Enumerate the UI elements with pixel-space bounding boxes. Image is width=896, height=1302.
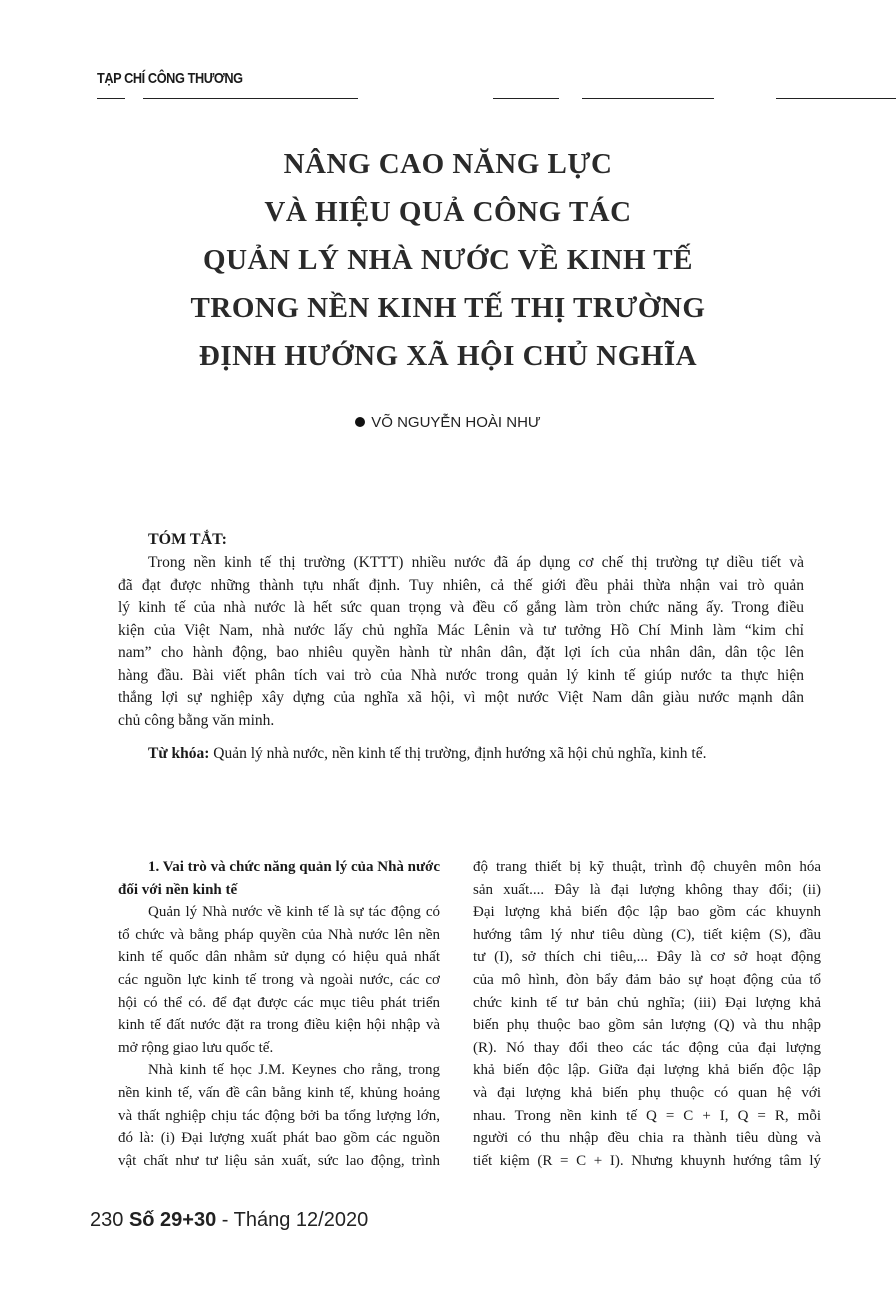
abstract-line: kiện của Việt Nam, nhà nước lấy chủ nghĩa Mác Lênin và tư tưởng Hồ Chí Minh làm “kim chỉ xyxy=(118,621,804,639)
body-line: sản xuất.... Đây là đại lượng không thay đổi; (ii) xyxy=(473,881,821,898)
title-line: NÂNG CAO NĂNG LỰC xyxy=(283,148,613,180)
journal-name: TẠP CHÍ CÔNG THƯƠNG xyxy=(97,70,243,87)
header-rule xyxy=(292,98,358,99)
header-rule xyxy=(776,98,896,99)
body-line: người có thu nhập đều chia ra thành tiêu dùng và xyxy=(473,1130,821,1147)
body-line: hội có thể có. để đạt được các mục tiêu phát triển xyxy=(118,994,440,1011)
keywords-label: Từ khóa: xyxy=(148,745,210,762)
abstract-line: Trong nền kinh tế thị trường (KTTT) nhiều nước đã áp dụng cơ chế thị trường tự diều tiết và xyxy=(148,554,804,571)
page-footer xyxy=(90,1209,368,1232)
title-line: QUẢN LÝ NHÀ NƯỚC VỀ KINH TẾ xyxy=(203,244,693,276)
body-line: Nhà kinh tế học J.M. Keynes cho rằng, trong xyxy=(148,1062,440,1079)
body-line: và đại lượng khả biến phụ thuộc có quan hệ với xyxy=(473,1084,821,1101)
keywords-text: Quản lý nhà nước, nền kinh tế thị trường, định hướng xã hội chủ nghĩa, kinh tế. xyxy=(209,745,707,762)
right-column xyxy=(473,856,821,1172)
body-line: vật chất như tư liệu sản xuất, sức lao động, trình xyxy=(118,1152,440,1169)
article-title xyxy=(0,140,896,380)
body-line: Quản lý Nhà nước về kinh tế là sự tác động có xyxy=(148,904,440,921)
body-line: tiết kiệm (R = C + I). Nhưng khuynh hướng tâm lý xyxy=(473,1152,821,1169)
body-line: của mô hình, đòn bẩy đảm bảo sự hoạt động của tổ xyxy=(473,971,821,988)
header-rule xyxy=(97,98,125,99)
body-line: khả biến độc lập. Giữa đại lượng khả biến độc lập xyxy=(473,1062,821,1079)
body-line: đó là: (i) Đại lượng xuất phát bao gồm các nguồn xyxy=(118,1130,440,1147)
bullet-icon xyxy=(355,417,365,427)
body-line: kinh tế quốc dân nhằm sử dụng có hiệu quả nhất xyxy=(118,949,440,966)
section-heading: 1. Vai trò và chức năng quản lý của Nhà nước xyxy=(148,859,440,875)
issue-number: Số 29+30 xyxy=(128,1209,217,1231)
body-line: mở rộng giao lưu quốc tế. xyxy=(118,1039,274,1056)
abstract-heading: TÓM TẮT: xyxy=(148,531,227,548)
abstract-line: chủ công bằng văn minh. xyxy=(118,711,275,729)
body-line: Đại lượng khả biến độc lập bao gồm các khuynh xyxy=(473,904,821,921)
body-line: nhau. Trong nền kinh tế Q = C + I, Q = R, mỗi xyxy=(473,1107,821,1124)
left-column xyxy=(118,856,440,1172)
title-line: VÀ HIỆU QUẢ CÔNG TÁC xyxy=(264,196,632,228)
issue-date: - Tháng 12/2020 xyxy=(216,1209,369,1231)
body-line: nền kinh tế, vấn đề cân bằng kinh tế, khủng hoảng xyxy=(118,1084,440,1101)
title-line: ĐỊNH HƯỚNG XÃ HỘI CHỦ NGHĨA xyxy=(198,340,698,372)
body-line: (R). Nó thay đổi theo các tác động của đại lượng xyxy=(473,1039,821,1056)
author-name: VÕ NGUYỄN HOÀI NHƯ xyxy=(371,414,541,431)
body-line: biến phụ thuộc bao gồm sản lượng (Q) và thu nhập xyxy=(473,1017,821,1034)
header-rule xyxy=(493,98,559,99)
body-line: hướng tâm lý như tiêu dùng (C), tiết kiệm (S), đầu xyxy=(473,926,821,943)
body-line: các nguồn lực kinh tế trong và ngoài nước, các cơ xyxy=(118,971,440,988)
abstract-line: đã đạt được những thành tựu nhất định. Tuy nhiên, cả thế giới đều phải thừa nhận vai trò quản xyxy=(118,576,804,594)
abstract-body xyxy=(118,552,804,732)
abstract-line: thắng lợi sự nghiệp xây dựng của nghĩa xã hội, vì một nước Việt Nam dân giàu nước mạnh dân xyxy=(118,689,804,706)
section-heading: đối với nền kinh tế xyxy=(118,881,238,898)
body-line: tổ chức và bằng pháp quyền của Nhà nước lên nền xyxy=(118,926,440,943)
header-rule xyxy=(582,98,714,99)
keywords xyxy=(148,745,706,763)
body-line: chức kinh tế tư bản chủ nghĩa; (iii) Đại lượng khả xyxy=(473,994,821,1011)
title-line: TRONG NỀN KINH TẾ THỊ TRƯỜNG xyxy=(190,292,706,324)
page-number: 230 xyxy=(90,1209,124,1231)
body-line: độ trang thiết bị kỹ thuật, trình độ chuyên môn hóa xyxy=(473,859,821,875)
abstract-line: hàng đầu. Bài viết phân tích vai trò của Nhà nước trong quản lý kinh tế giúp nước ta thực hiện xyxy=(118,666,804,684)
body-line: kinh tế đất nước đặt ra trong điều kiện hội nhập và xyxy=(118,1017,440,1034)
body-line: và thất nghiệp chịu tác động bởi ba tổng lượng lớn, xyxy=(118,1107,440,1124)
abstract-line: lý kinh tế của nhà nước là hết sức quan trọng và đều cố gắng làm tròn chức năng ấy. Trong điều xyxy=(118,599,804,616)
author xyxy=(0,414,896,431)
body-line: tư (I), sở thích chi tiêu,... Đây là cơ sở hoạt động xyxy=(473,949,821,966)
abstract-line: nam” cho hành động, bao nhiêu quyền hành từ nhân dân, đặt lợi ích của nhân dân, dân tộc lên xyxy=(118,644,804,661)
